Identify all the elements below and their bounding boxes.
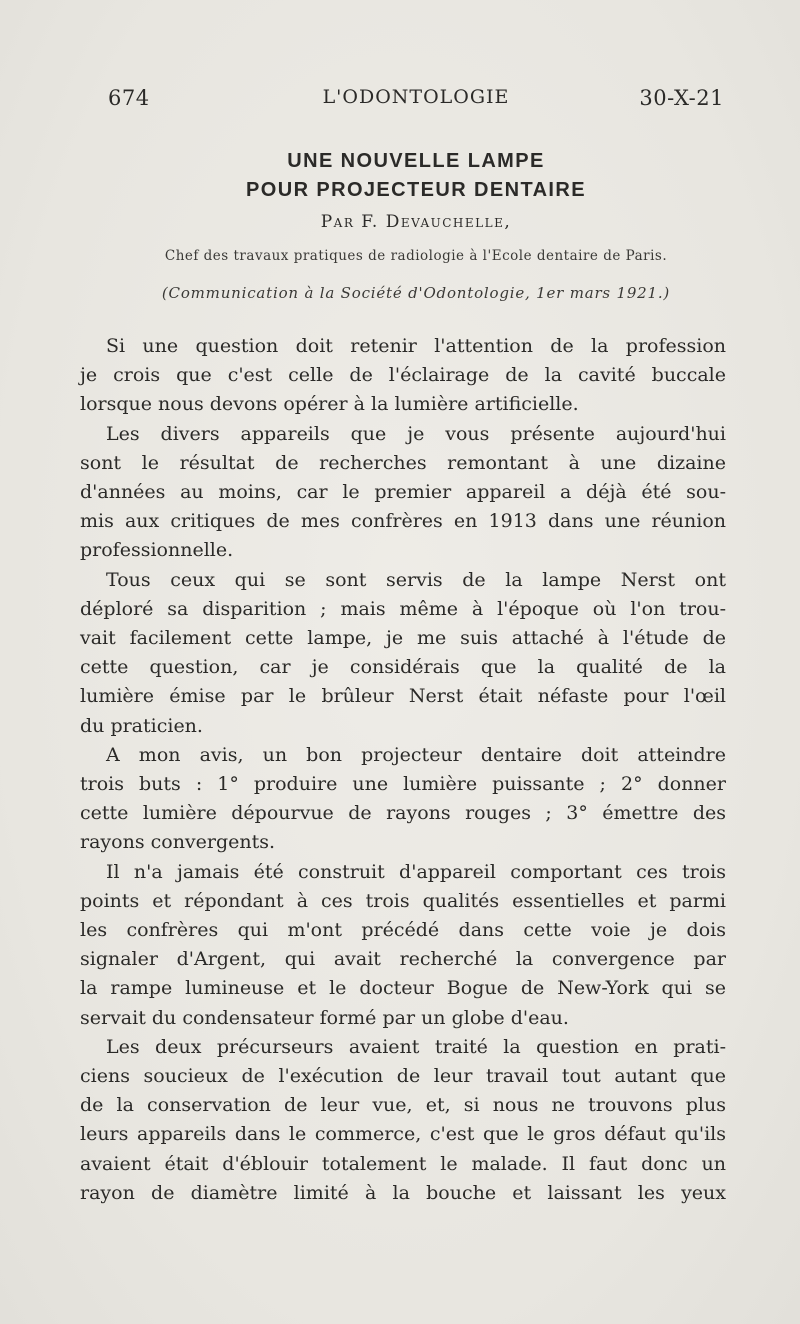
text-line: Il n'a jamais été construit d'appareil comportant ces trois xyxy=(106,860,726,883)
running-header xyxy=(108,86,724,116)
communication-note: (Communication à la Société d'Odontologie, 1er mars 1921.) xyxy=(161,284,671,302)
body-paragraph xyxy=(80,858,726,1033)
text-line: rayon de diamètre limité à la bouche et laissant les yeux xyxy=(80,1181,726,1204)
text-line: du praticien. xyxy=(80,714,203,737)
journal-title: L'ODONTOLOGIE xyxy=(322,86,510,108)
text-line: servait du condensateur formé par un globe d'eau. xyxy=(80,1006,569,1029)
article-title-line-1: UNE NOUVELLE LAMPE xyxy=(287,150,545,172)
text-line: leurs appareils dans le commerce, c'est que le gros défaut qu'ils xyxy=(80,1123,726,1146)
body-paragraph xyxy=(80,332,726,420)
text-line: vait facilement cette lampe, je me suis attaché à l'étude de xyxy=(80,627,726,650)
text-line: trois buts : 1° produire une lumière puissante ; 2° donner xyxy=(80,773,726,796)
text-line: professionnelle. xyxy=(80,539,234,562)
text-line: sont le résultat de recherches remontant à une dizaine xyxy=(80,451,726,474)
text-line: Les deux précurseurs avaient traité la question en prati- xyxy=(106,1035,726,1058)
text-line: Tous ceux qui se sont servis de la lampe Nerst ont xyxy=(106,568,726,591)
text-line: ciens soucieux de l'exécution de leur travail tout autant que xyxy=(80,1065,726,1088)
body-paragraph xyxy=(80,420,726,566)
issue-date: 30-X-21 xyxy=(639,86,724,110)
text-line: mis aux critiques de mes confrères en 1913 dans une réunion xyxy=(80,510,726,533)
text-line: Les divers appareils que je vous présente aujourd'hui xyxy=(106,422,726,445)
text-line: avaient était d'éblouir totalement le malade. Il faut donc un xyxy=(80,1152,726,1175)
author-affiliation: Chef des travaux pratiques de radiologie à l'Ecole dentaire de Paris. xyxy=(164,248,668,264)
text-line: d'années au moins, car le premier appareil a déjà été sou- xyxy=(80,481,726,504)
article-body xyxy=(80,332,726,1208)
text-line: déploré sa disparition ; mais même à l'époque où l'on trou- xyxy=(80,597,726,620)
text-line: cette question, car je considérais que la qualité de la xyxy=(80,656,726,679)
text-line: Si une question doit retenir l'attention de la profession xyxy=(106,335,726,357)
text-line: A mon avis, un bon projecteur dentaire doit atteindre xyxy=(106,743,726,766)
text-line: points et répondant à ces trois qualités essentielles et parmi xyxy=(80,889,726,912)
body-paragraph xyxy=(80,566,726,741)
text-line: signaler d'Argent, qui avait recherché la convergence par xyxy=(80,948,726,971)
page-number: 674 xyxy=(108,86,150,110)
body-paragraph xyxy=(80,741,726,858)
body-paragraph xyxy=(80,1033,726,1208)
text-line: rayons convergents. xyxy=(80,831,276,854)
text-line: lorsque nous devons opérer à la lumière artificielle. xyxy=(80,393,579,416)
author-line: Par F. Devauchelle, xyxy=(320,212,512,232)
text-line: je crois que c'est celle de l'éclairage de la cavité buccale xyxy=(80,364,726,387)
text-line: la rampe lumineuse et le docteur Bogue de New-York qui se xyxy=(80,977,726,1000)
text-line: de la conservation de leur vue, et, si nous ne trouvons plus xyxy=(80,1094,726,1117)
article-title-line-2: POUR PROJECTEUR DENTAIRE xyxy=(246,179,586,201)
text-line: cette lumière dépourvue de rayons rouges ; 3° émettre des xyxy=(80,802,726,825)
text-line: lumière émise par le brûleur Nerst était néfaste pour l'œil xyxy=(80,685,726,708)
text-line: les confrères qui m'ont précédé dans cette voie je dois xyxy=(80,919,726,942)
